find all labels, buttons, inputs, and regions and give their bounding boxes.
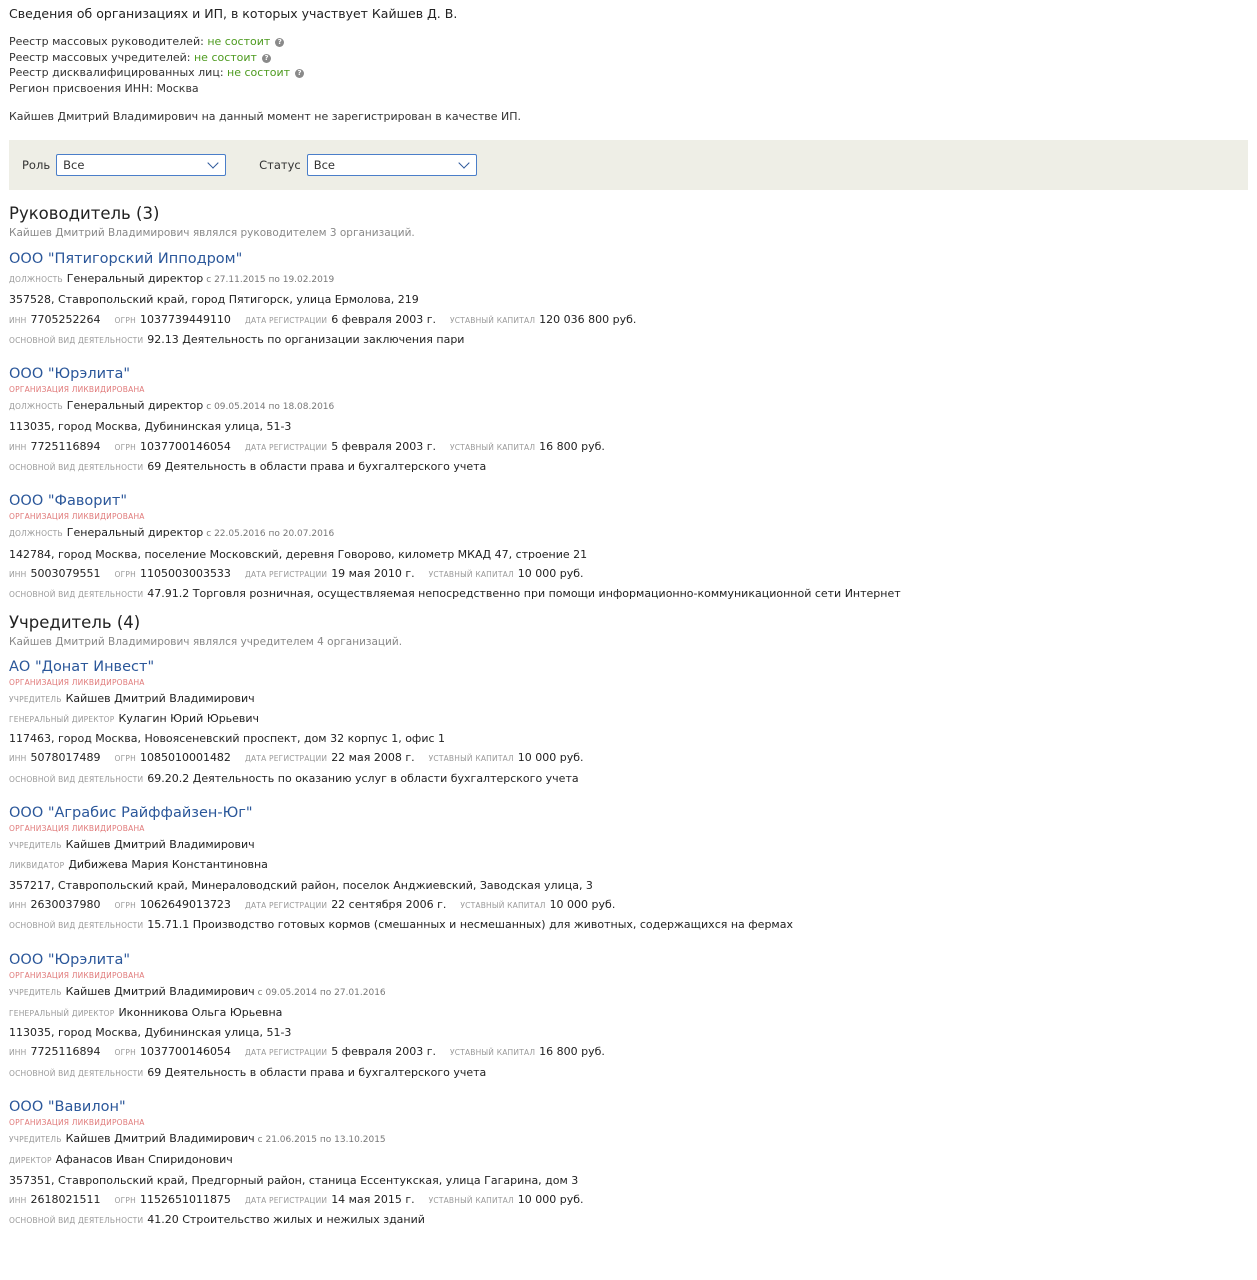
org-activity-row: ОСНОВНОЙ ВИД ДЕЯТЕЛЬНОСТИ 92.13 Деятельность по организации заключения пари xyxy=(9,332,465,346)
manager-section xyxy=(9,204,1248,605)
org-card xyxy=(9,250,1248,350)
org-name-link[interactable]: ООО "Пятигорский Ипподром" xyxy=(9,251,243,267)
org-registry-row: ИНН 2630037980 ОГРН 1062649013723 ДАТА РЕГИСТРАЦИИ 22 сентября 2006 г. УСТАВНЫЙ КАПИТАЛ 10 000 руб. xyxy=(9,897,616,911)
registry-mass-founders xyxy=(9,50,1248,66)
org-registry-row: ИНН 2618021511 ОГРН 1152651011875 ДАТА РЕГИСТРАЦИИ 14 мая 2015 г. УСТАВНЫЙ КАПИТАЛ 10 000 руб. xyxy=(9,1192,584,1206)
org-name-link[interactable]: ООО "Аграбис Райффайзен-Юг" xyxy=(9,805,253,822)
org-name-link[interactable]: ООО "Юрэлита" xyxy=(9,951,131,968)
registry-mass-managers xyxy=(9,34,1248,50)
section-title: Руководитель (3) xyxy=(9,204,160,223)
registry-disqualified xyxy=(9,65,1248,81)
org-registry-row: ИНН 7725116894 ОГРН 1037700146054 ДАТА РЕГИСТРАЦИИ 5 февраля 2003 г. УСТАВНЫЙ КАПИТАЛ 16 800 руб. xyxy=(9,439,605,453)
org-director-row: ДИРЕКТОР Афанасов Иван Спиридонович xyxy=(9,1153,233,1167)
org-card xyxy=(9,1098,1248,1230)
org-registry-row: ИНН 5078017489 ОГРН 1085010001482 ДАТА РЕГИСТРАЦИИ 22 мая 2008 г. УСТАВНЫЙ КАПИТАЛ 10 000 руб. xyxy=(9,751,584,765)
liquidated-badge: ОРГАНИЗАЦИЯ ЛИКВИДИРОВАНА xyxy=(9,824,145,834)
registry-label: Реестр массовых учредителей: xyxy=(9,50,194,64)
org-founder-row: УЧРЕДИТЕЛЬ Кайшев Дмитрий Владимирович с 21.06.2015 по 13.10.2015 xyxy=(9,1132,386,1146)
registry-status: не состоит xyxy=(193,50,257,64)
help-icon[interactable]: ? xyxy=(295,69,304,78)
org-liquidator-row: ЛИКВИДАТОР Дибижева Мария Константиновна xyxy=(9,858,268,872)
help-icon[interactable]: ? xyxy=(262,54,271,63)
org-card xyxy=(9,951,1248,1083)
org-card xyxy=(9,492,1248,604)
org-address: 113035, город Москва, Дубининская улица, 51-3 xyxy=(9,420,292,434)
registry-label: Реестр массовых руководителей: xyxy=(9,35,208,48)
liquidated-badge: ОРГАНИЗАЦИЯ ЛИКВИДИРОВАНА xyxy=(9,385,145,395)
org-card xyxy=(9,658,1248,789)
org-address: 113035, город Москва, Дубининская улица, 51-3 xyxy=(9,1026,292,1040)
registry-status: не состоит xyxy=(227,66,291,79)
org-director-row: ГЕНЕРАЛЬНЫЙ ДИРЕКТОР Кулагин Юрий Юрьевич xyxy=(9,711,260,725)
org-position-row: ДОЛЖНОСТЬ Генеральный директор с 09.05.2014 по 18.08.2016 xyxy=(9,399,335,413)
status-select[interactable] xyxy=(307,154,477,176)
registry-info xyxy=(9,34,1248,96)
chevron-down-icon xyxy=(207,157,218,168)
org-registry-row: ИНН 7725116894 ОГРН 1037700146054 ДАТА РЕГИСТРАЦИИ 5 февраля 2003 г. УСТАВНЫЙ КАПИТАЛ 16 800 руб. xyxy=(9,1045,605,1059)
registry-label: Реестр дисквалифицированных лиц: xyxy=(9,66,228,79)
role-filter-label: Роль xyxy=(22,158,51,172)
org-card xyxy=(9,365,1248,477)
section-subtitle: Кайшев Дмитрий Владимирович являлся учредителем 4 организаций. xyxy=(9,635,403,648)
org-address: 357217, Ставропольский край, Минераловодский район, поселок Анджиевский, Заводская улица, 3 xyxy=(9,878,593,892)
org-address: 142784, город Москва, поселение Московский, деревня Говорово, километр МКАД 47, строение 21 xyxy=(9,547,588,561)
org-registry-row: ИНН 5003079551 ОГРН 1105003003533 ДАТА РЕГИСТРАЦИИ 19 мая 2010 г. УСТАВНЫЙ КАПИТАЛ 10 000 руб. xyxy=(9,566,584,580)
org-activity-row: ОСНОВНОЙ ВИД ДЕЯТЕЛЬНОСТИ 41.20 Строительство жилых и нежилых зданий xyxy=(9,1213,425,1227)
org-director-row: ГЕНЕРАЛЬНЫЙ ДИРЕКТОР Иконникова Ольга Юрьевна xyxy=(9,1005,283,1019)
org-address: 357528, Ставропольский край, город Пятигорск, улица Ермолова, 219 xyxy=(9,293,419,307)
org-name-link[interactable]: ООО "Юрэлита" xyxy=(9,366,131,383)
section-subtitle: Кайшев Дмитрий Владимирович являлся руководителем 3 организаций. xyxy=(9,227,415,239)
org-activity-row: ОСНОВНОЙ ВИД ДЕЯТЕЛЬНОСТИ 15.71.1 Производство готовых кормов (смешанных и несмешанных) для животных, содержащихся на фермах xyxy=(9,918,793,932)
org-founder-row: УЧРЕДИТЕЛЬ Кайшев Дмитрий Владимирович с 09.05.2014 по 27.01.2016 xyxy=(9,984,386,998)
org-registry-row: ИНН 7705252264 ОГРН 1037739449110 ДАТА РЕГИСТРАЦИИ 6 февраля 2003 г. УСТАВНЫЙ КАПИТАЛ 120 036 800 руб. xyxy=(9,312,637,326)
section-title: Учредитель (4) xyxy=(9,612,141,632)
registry-status: не состоит xyxy=(207,35,271,48)
founder-section xyxy=(9,613,1248,1231)
org-name-link[interactable]: АО "Донат Инвест" xyxy=(9,658,155,675)
org-position-row: ДОЛЖНОСТЬ Генеральный директор с 22.05.2016 по 20.07.2016 xyxy=(9,526,335,540)
org-address: 357351, Ставропольский край, Предгорный район, станица Ессентукская, улица Гагарина, дом 3 xyxy=(9,1173,579,1187)
liquidated-badge: ОРГАНИЗАЦИЯ ЛИКВИДИРОВАНА xyxy=(9,512,145,522)
org-card xyxy=(9,804,1248,935)
org-address: 117463, город Москва, Новоясеневский проспект, дом 32 корпус 1, офис 1 xyxy=(9,732,446,746)
ip-note: Кайшев Дмитрий Владимирович на данный момент не зарегистрирован в качестве ИП. xyxy=(9,110,522,123)
chevron-down-icon xyxy=(458,157,469,168)
org-activity-row: ОСНОВНОЙ ВИД ДЕЯТЕЛЬНОСТИ 69 Деятельность в области права и бухгалтерского учета xyxy=(9,460,487,474)
status-select-value: Все xyxy=(313,158,336,172)
org-activity-row: ОСНОВНОЙ ВИД ДЕЯТЕЛЬНОСТИ 47.91.2 Торговля розничная, осуществляемая непосредственно при помощи информационно-коммуникационной сети Интернет xyxy=(9,587,901,601)
org-founder-row: УЧРЕДИТЕЛЬ Кайшев Дмитрий Владимирович xyxy=(9,691,255,705)
filter-bar xyxy=(9,140,1248,190)
liquidated-badge: ОРГАНИЗАЦИЯ ЛИКВИДИРОВАНА xyxy=(9,677,145,687)
org-activity-row: ОСНОВНОЙ ВИД ДЕЯТЕЛЬНОСТИ 69.20.2 Деятельность по оказанию услуг в области бухгалтерского учета xyxy=(9,771,579,785)
org-activity-row: ОСНОВНОЙ ВИД ДЕЯТЕЛЬНОСТИ 69 Деятельность в области права и бухгалтерского учета xyxy=(9,1065,487,1079)
help-icon[interactable]: ? xyxy=(275,38,284,47)
liquidated-badge: ОРГАНИЗАЦИЯ ЛИКВИДИРОВАНА xyxy=(9,970,145,980)
page-title: Сведения об организациях и ИП, в которых участвует Кайшев Д. В. xyxy=(9,6,458,21)
status-filter-label: Статус xyxy=(259,158,301,172)
org-founder-row: УЧРЕДИТЕЛЬ Кайшев Дмитрий Владимирович xyxy=(9,838,255,852)
role-select-value: Все xyxy=(63,158,85,172)
role-select[interactable] xyxy=(56,154,226,176)
org-name-link[interactable]: ООО "Вавилон" xyxy=(9,1099,126,1116)
liquidated-badge: ОРГАНИЗАЦИЯ ЛИКВИДИРОВАНА xyxy=(9,1118,145,1128)
inn-region: Регион присвоения ИНН: Москва xyxy=(9,81,199,95)
org-position-row: ДОЛЖНОСТЬ Генеральный директор с 27.11.2015 по 19.02.2019 xyxy=(9,272,335,285)
org-name-link[interactable]: ООО "Фаворит" xyxy=(9,493,128,510)
